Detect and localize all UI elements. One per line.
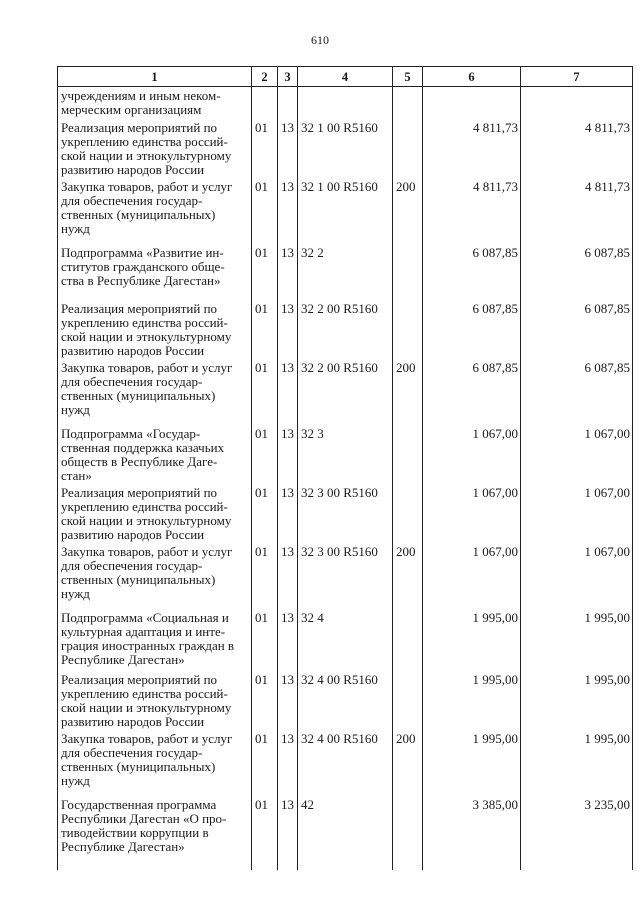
row-amount-col7-cell xyxy=(521,87,633,121)
table-row xyxy=(58,673,633,732)
budget-table xyxy=(57,66,633,870)
row-code-cell xyxy=(298,87,393,121)
row-col5-cell xyxy=(393,87,423,121)
row-col3-cell: 13 xyxy=(278,427,298,486)
table-row xyxy=(58,87,633,121)
row-code-cell: 32 4 xyxy=(298,611,393,673)
row-col5-cell: 200 xyxy=(393,732,423,798)
header-col-4: 4 xyxy=(298,67,393,87)
row-col3-cell: 13 xyxy=(278,180,298,246)
row-col3-cell: 13 xyxy=(278,121,298,180)
row-col3-cell: 13 xyxy=(278,611,298,673)
header-row xyxy=(58,67,633,87)
row-code-cell: 32 1 00 R5160 xyxy=(298,121,393,180)
row-amount-col6-cell: 1 995,00 xyxy=(423,732,521,798)
row-amount-col6-cell: 3 385,00 xyxy=(423,798,521,870)
row-amount-col7-cell: 3 235,00 xyxy=(521,798,633,870)
row-col5-cell: 200 xyxy=(393,545,423,611)
row-col3-cell: 13 xyxy=(278,302,298,361)
row-amount-col6-cell: 4 811,73 xyxy=(423,180,521,246)
table-body xyxy=(58,87,633,870)
row-name-cell: Государственная программа Республики Дагестан «О про- тиводействии коррупции в Республике Дагестан» xyxy=(58,798,252,870)
row-col2-cell: 01 xyxy=(252,361,278,427)
row-amount-col6-cell xyxy=(423,87,521,121)
row-col5-cell xyxy=(393,611,423,673)
row-amount-col6-cell: 1 067,00 xyxy=(423,545,521,611)
row-code-cell: 32 2 00 R5160 xyxy=(298,302,393,361)
row-col2-cell: 01 xyxy=(252,486,278,545)
row-amount-col7-cell: 1 067,00 xyxy=(521,427,633,486)
row-col3-cell: 13 xyxy=(278,732,298,798)
row-amount-col6-cell: 1 067,00 xyxy=(423,427,521,486)
row-amount-col7-cell: 4 811,73 xyxy=(521,121,633,180)
row-col3-cell: 13 xyxy=(278,486,298,545)
row-col5-cell: 200 xyxy=(393,180,423,246)
row-col2-cell: 01 xyxy=(252,673,278,732)
header-col-7: 7 xyxy=(521,67,633,87)
row-code-cell: 32 3 00 R5160 xyxy=(298,545,393,611)
row-amount-col7-cell: 1 067,00 xyxy=(521,486,633,545)
row-amount-col6-cell: 6 087,85 xyxy=(423,361,521,427)
row-amount-col7-cell: 6 087,85 xyxy=(521,302,633,361)
header-col-2: 2 xyxy=(252,67,278,87)
table-row xyxy=(58,361,633,427)
row-name-cell: Реализация мероприятий по укреплению единства россий- ской нации и этнокультурному развитию народов России xyxy=(58,486,252,545)
row-col2-cell: 01 xyxy=(252,427,278,486)
row-amount-col6-cell: 6 087,85 xyxy=(423,302,521,361)
row-col2-cell: 01 xyxy=(252,732,278,798)
row-code-cell: 32 4 00 R5160 xyxy=(298,732,393,798)
row-code-cell: 32 3 00 R5160 xyxy=(298,486,393,545)
table-row xyxy=(58,427,633,486)
row-name-cell: Реализация мероприятий по укреплению единства россий- ской нации и этнокультурному развитию народов России xyxy=(58,673,252,732)
row-code-cell: 32 1 00 R5160 xyxy=(298,180,393,246)
row-col2-cell: 01 xyxy=(252,246,278,302)
row-amount-col7-cell: 1 995,00 xyxy=(521,673,633,732)
row-col2-cell: 01 xyxy=(252,302,278,361)
row-amount-col6-cell: 1 995,00 xyxy=(423,673,521,732)
row-col2-cell: 01 xyxy=(252,798,278,870)
row-code-cell: 42 xyxy=(298,798,393,870)
row-name-cell: Реализация мероприятий по укреплению единства россий- ской нации и этнокультурному развитию народов России xyxy=(58,121,252,180)
table-row xyxy=(58,302,633,361)
row-col5-cell: 200 xyxy=(393,361,423,427)
row-amount-col7-cell: 1 067,00 xyxy=(521,545,633,611)
row-name-cell: Подпрограмма «Социальная и культурная адаптация и инте- грация иностранных граждан в Республике Дагестан» xyxy=(58,611,252,673)
table-row xyxy=(58,121,633,180)
table-row xyxy=(58,732,633,798)
row-name-cell: Закупка товаров, работ и услуг для обеспечения государ- ственных (муниципальных) нужд xyxy=(58,545,252,611)
row-col2-cell: 01 xyxy=(252,180,278,246)
row-col3-cell: 13 xyxy=(278,673,298,732)
row-amount-col6-cell: 1 067,00 xyxy=(423,486,521,545)
row-col5-cell xyxy=(393,673,423,732)
row-name-cell: учреждениям и иным неком- мерческим организациям xyxy=(58,87,252,121)
header-col-5: 5 xyxy=(393,67,423,87)
row-amount-col7-cell: 4 811,73 xyxy=(521,180,633,246)
table-row xyxy=(58,545,633,611)
row-col3-cell: 13 xyxy=(278,246,298,302)
row-name-cell: Подпрограмма «Развитие ин- ститутов гражданского обще- ства в Республике Дагестан» xyxy=(58,246,252,302)
header-col-3: 3 xyxy=(278,67,298,87)
row-code-cell: 32 2 00 R5160 xyxy=(298,361,393,427)
row-name-cell: Реализация мероприятий по укреплению единства россий- ской нации и этнокультурному развитию народов России xyxy=(58,302,252,361)
row-amount-col7-cell: 6 087,85 xyxy=(521,246,633,302)
row-col5-cell xyxy=(393,798,423,870)
page-number: 610 xyxy=(311,33,329,47)
row-col3-cell: 13 xyxy=(278,545,298,611)
row-col5-cell xyxy=(393,121,423,180)
row-col3-cell: 13 xyxy=(278,361,298,427)
row-col5-cell xyxy=(393,427,423,486)
row-col2-cell: 01 xyxy=(252,121,278,180)
row-amount-col6-cell: 4 811,73 xyxy=(423,121,521,180)
row-amount-col7-cell: 1 995,00 xyxy=(521,611,633,673)
row-col2-cell: 01 xyxy=(252,611,278,673)
row-code-cell: 32 3 xyxy=(298,427,393,486)
table-row xyxy=(58,611,633,673)
row-name-cell: Закупка товаров, работ и услуг для обеспечения государ- ственных (муниципальных) нужд xyxy=(58,361,252,427)
row-col2-cell xyxy=(252,87,278,121)
header-col-6: 6 xyxy=(423,67,521,87)
row-name-cell: Закупка товаров, работ и услуг для обеспечения государ- ственных (муниципальных) нужд xyxy=(58,180,252,246)
row-col5-cell xyxy=(393,246,423,302)
row-col3-cell xyxy=(278,87,298,121)
row-name-cell: Закупка товаров, работ и услуг для обеспечения государ- ственных (муниципальных) нужд xyxy=(58,732,252,798)
row-amount-col7-cell: 6 087,85 xyxy=(521,361,633,427)
header-col-1: 1 xyxy=(58,67,252,87)
row-amount-col6-cell: 1 995,00 xyxy=(423,611,521,673)
row-col5-cell xyxy=(393,302,423,361)
row-col2-cell: 01 xyxy=(252,545,278,611)
row-name-cell: Подпрограмма «Государ- ственная поддержка казачьих обществ в Республике Даге- стан» xyxy=(58,427,252,486)
row-col3-cell: 13 xyxy=(278,798,298,870)
row-code-cell: 32 4 00 R5160 xyxy=(298,673,393,732)
table-row xyxy=(58,180,633,246)
row-amount-col6-cell: 6 087,85 xyxy=(423,246,521,302)
table-row xyxy=(58,246,633,302)
row-code-cell: 32 2 xyxy=(298,246,393,302)
row-amount-col7-cell: 1 995,00 xyxy=(521,732,633,798)
row-col5-cell xyxy=(393,486,423,545)
table-row xyxy=(58,798,633,870)
table-row xyxy=(58,486,633,545)
